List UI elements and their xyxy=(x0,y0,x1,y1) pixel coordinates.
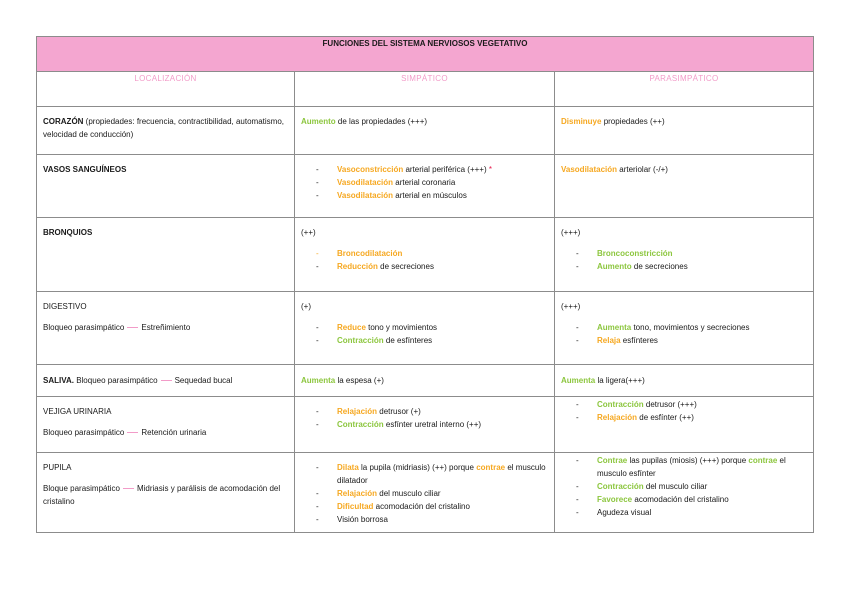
list-item xyxy=(301,461,548,487)
para-pupila-2-hl: Contracción xyxy=(597,482,644,491)
sim-digestivo xyxy=(295,292,555,365)
sim-pupila-4-text: Visión borrosa xyxy=(337,515,388,524)
sim-vasos xyxy=(295,155,555,218)
para-corazon-hl: Disminuye xyxy=(561,117,602,126)
sim-corazon xyxy=(295,107,555,155)
para-bronquios-2-hl: Aumento xyxy=(597,262,632,271)
arrow-icon xyxy=(123,488,134,489)
sim-vejiga-1-text: detrusor (+) xyxy=(377,407,421,416)
para-vejiga-2-hl: Relajación xyxy=(597,413,638,422)
para-vasos-hl: Vasodilatación xyxy=(561,165,618,174)
sim-corazon-text: de las propiedades (+++) xyxy=(335,117,428,126)
list-item xyxy=(301,321,548,334)
loc-vejiga-title: VEJIGA URINARIA xyxy=(43,407,112,416)
list-item xyxy=(301,247,548,260)
list-item xyxy=(301,163,548,176)
para-vasos-text: arteriolar (-/+) xyxy=(617,165,668,174)
sim-pupila-1-rest: el musculo dilatador xyxy=(337,463,546,485)
loc-saliva-title: SALIVA. xyxy=(43,376,74,385)
sim-saliva-text: la espesa (+) xyxy=(335,376,384,385)
para-vejiga-2-text: de esfínter (++) xyxy=(637,413,694,422)
para-digestivo xyxy=(555,292,814,365)
sim-vasos-3-hl: Vasodilatación xyxy=(337,191,394,200)
list-item xyxy=(561,260,807,273)
header-simpatico: SIMPÁTICO xyxy=(295,72,555,107)
list-item xyxy=(561,454,807,480)
para-pupila-3-text: acomodación del cristalino xyxy=(632,495,729,504)
para-pupila-1-hl2: contrae xyxy=(748,456,778,465)
row-corazon xyxy=(37,107,814,155)
sim-vejiga-2-hl: Contracción xyxy=(337,420,384,429)
para-corazon xyxy=(555,107,814,155)
sim-bronquios-2-hl: Reducción xyxy=(337,262,378,271)
sim-vasos-1-text: arterial periférica (+++) xyxy=(403,165,489,174)
para-bronquios-1-hl: Broncoconstricción xyxy=(597,249,673,258)
loc-vasos: VASOS SANGUÍNEOS xyxy=(37,155,295,218)
sim-saliva-hl: Aumenta xyxy=(301,376,336,385)
loc-pupila-title: PUPILA xyxy=(43,463,72,472)
list-item xyxy=(561,247,807,260)
para-digestivo-intensity: (+++) xyxy=(561,302,581,311)
loc-corazon xyxy=(37,107,295,155)
sim-digestivo-2-hl: Contracción xyxy=(337,336,384,345)
list-item xyxy=(561,334,807,347)
para-pupila-3-hl: Favorece xyxy=(597,495,633,504)
row-vasos xyxy=(37,155,814,218)
para-pupila-1-rest: el musculo esfínter xyxy=(597,456,786,478)
para-vejiga-1-hl: Contracción xyxy=(597,400,644,409)
loc-vejiga-block: Bloqueo parasimpático xyxy=(43,428,125,437)
title-row xyxy=(37,37,814,72)
list-item xyxy=(301,487,548,500)
sim-bronquios-intensity: (++) xyxy=(301,228,316,237)
para-digestivo-1-hl: Aumenta xyxy=(597,323,632,332)
row-digestivo xyxy=(37,292,814,365)
loc-pupila xyxy=(37,453,295,533)
sim-pupila-1-hl: Dilata xyxy=(337,463,359,472)
sim-saliva xyxy=(295,365,555,397)
sim-vasos-1-hl: Vasoconstricción xyxy=(337,165,404,174)
loc-bronquios: BRONQUIOS xyxy=(37,218,295,292)
list-item xyxy=(561,493,807,506)
header-row xyxy=(37,72,814,107)
functions-table xyxy=(36,36,814,533)
sim-bronquios xyxy=(295,218,555,292)
para-vasos xyxy=(555,155,814,218)
para-saliva-text: la ligera(+++) xyxy=(595,376,645,385)
loc-saliva-effect: Sequedad bucal xyxy=(174,376,233,385)
loc-digestivo-effect: Estreñimiento xyxy=(141,323,191,332)
sim-pupila-3-hl: Dificultad xyxy=(337,502,374,511)
row-pupila xyxy=(37,453,814,533)
list-item xyxy=(561,398,807,411)
sim-pupila xyxy=(295,453,555,533)
sim-pupila-3-text: acomodación del cristalino xyxy=(373,502,470,511)
sim-vejiga-1-hl: Relajación xyxy=(337,407,378,416)
sim-pupila-2-hl: Relajación xyxy=(337,489,378,498)
para-digestivo-2-hl: Relaja xyxy=(597,336,621,345)
para-saliva-hl: Aumenta xyxy=(561,376,596,385)
header-parasimpatico: PARASIMPÁTICO xyxy=(555,72,814,107)
table-title: FUNCIONES DEL SISTEMA NERVIOSOS VEGETATIVO xyxy=(37,37,814,72)
loc-digestivo xyxy=(37,292,295,365)
list-item xyxy=(561,321,807,334)
sim-pupila-1-hl2: contrae xyxy=(476,463,506,472)
row-vejiga xyxy=(37,397,814,453)
loc-pupila-effect: Midriasis y parálisis de acomodación del cristalino xyxy=(43,484,281,506)
loc-saliva-block: Bloqueo parasimpático xyxy=(73,376,158,385)
list-item xyxy=(561,480,807,493)
sim-vasos-2-text: arterial coronaria xyxy=(393,178,456,187)
sim-vejiga xyxy=(295,397,555,453)
list-item xyxy=(301,513,548,526)
para-pupila-4-text: Agudeza visual xyxy=(597,508,652,517)
row-saliva xyxy=(37,365,814,397)
sim-corazon-hl: Aumento xyxy=(301,117,336,126)
para-pupila-2-text: del musculo ciliar xyxy=(643,482,708,491)
loc-vejiga xyxy=(37,397,295,453)
para-saliva xyxy=(555,365,814,397)
loc-pupila-block: Bloque parasimpático xyxy=(43,484,120,493)
loc-corazon-desc: (propiedades: frecuencia, contractibilidad, automatismo, velocidad de conducción) xyxy=(43,117,285,139)
sim-vasos-2-hl: Vasodilatación xyxy=(337,178,394,187)
sim-bronquios-1-hl: Broncodilatación xyxy=(337,249,403,258)
list-item xyxy=(301,176,548,189)
loc-saliva xyxy=(37,365,295,397)
sim-digestivo-1-hl: Reduce xyxy=(337,323,366,332)
list-item xyxy=(561,506,807,519)
para-bronquios-intensity: (+++) xyxy=(561,228,581,237)
para-corazon-text: propiedades (++) xyxy=(601,117,665,126)
sim-bronquios-2-text: de secreciones xyxy=(377,262,434,271)
list-item xyxy=(301,260,548,273)
sim-pupila-1-text: la pupila (midriasis) (++) porque xyxy=(358,463,477,472)
loc-digestivo-title: DIGESTIVO xyxy=(43,302,87,311)
list-item xyxy=(301,334,548,347)
sim-pupila-2-text: del musculo ciliar xyxy=(377,489,441,498)
loc-vejiga-effect: Retención urinaria xyxy=(141,428,207,437)
sim-digestivo-2-text: de esfínteres xyxy=(383,336,433,345)
loc-digestivo-block: Bloqueo parasimpático xyxy=(43,323,125,332)
sim-vejiga-2-text: esfínter uretral interno (++) xyxy=(383,420,482,429)
sim-vasos-3-text: arterial en músculos xyxy=(393,191,467,200)
para-digestivo-2-text: esfínteres xyxy=(620,336,658,345)
para-digestivo-1-text: tono, movimientos y secreciones xyxy=(631,323,750,332)
list-item xyxy=(301,189,548,202)
para-vejiga-1-text: detrusor (+++) xyxy=(643,400,697,409)
para-pupila-1-hl: Contrae xyxy=(597,456,628,465)
arrow-icon xyxy=(161,380,172,381)
arrow-icon xyxy=(127,327,138,328)
list-item xyxy=(301,500,548,513)
arrow-icon xyxy=(127,432,138,433)
row-bronquios xyxy=(37,218,814,292)
para-pupila xyxy=(555,453,814,533)
para-vejiga xyxy=(555,397,814,453)
list-item xyxy=(301,418,548,431)
sim-digestivo-1-text: tono y movimientos xyxy=(365,323,438,332)
list-item xyxy=(301,405,548,418)
para-bronquios-2-text: de secreciones xyxy=(631,262,688,271)
asterisk-mark: * xyxy=(488,165,492,174)
para-bronquios xyxy=(555,218,814,292)
header-localizacion: LOCALIZACIÓN xyxy=(37,72,295,107)
para-pupila-1-text: las pupilas (miosis) (+++) porque xyxy=(627,456,749,465)
loc-corazon-title: CORAZÓN xyxy=(43,117,84,126)
list-item xyxy=(561,411,807,424)
sim-digestivo-intensity: (+) xyxy=(301,302,311,311)
